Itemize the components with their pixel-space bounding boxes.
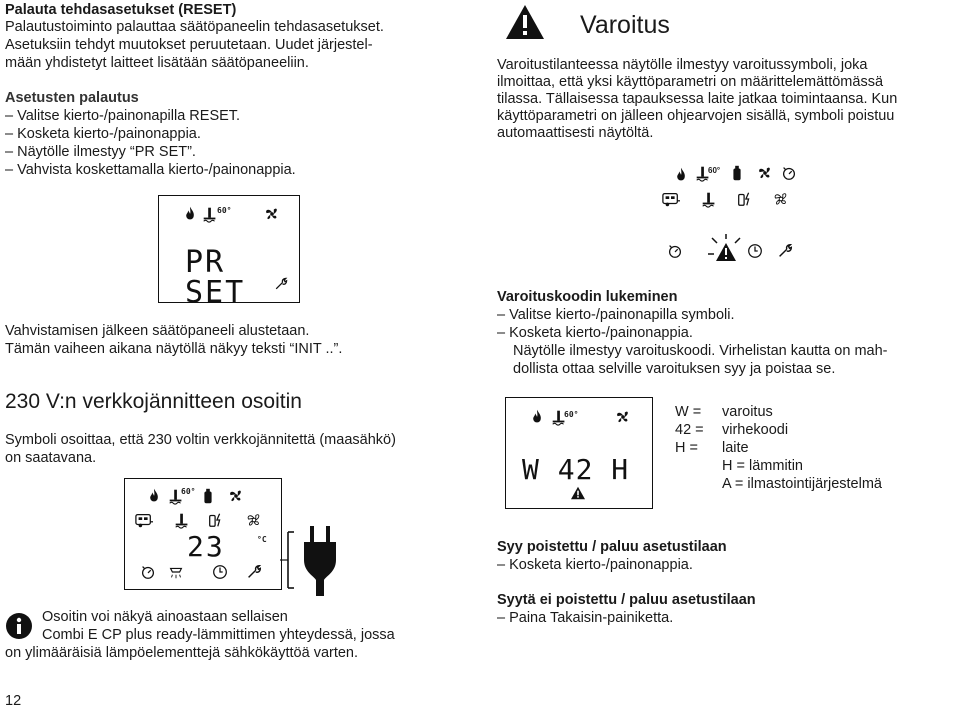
restore-step-2: – Kosketa kierto-/painonappia. bbox=[5, 126, 201, 142]
flame-icon bbox=[672, 166, 690, 184]
reset-text-1: Palautustoiminto palauttaa säätöpaneelin tehdasasetukset. bbox=[5, 19, 384, 35]
clock-icon bbox=[211, 563, 229, 581]
reset-text-3: mään yhdistetyt laitteet lisätään säätöpaneeliin. bbox=[5, 55, 309, 71]
legend-h-value: laite bbox=[722, 440, 749, 456]
lcd-display-voltage bbox=[124, 478, 282, 590]
fixed-heading: Syy poistettu / paluu asetustilaan bbox=[497, 539, 727, 555]
read-code-text-2: dollista ottaa selville varoituksen syy ja poistaa se. bbox=[513, 361, 836, 377]
warning-text-1: Varoitustilanteessa näytölle ilmestyy varoitussymboli, joka bbox=[497, 57, 868, 73]
temp-label: 60° bbox=[564, 410, 579, 419]
warning-blink-icon bbox=[708, 234, 744, 264]
confirm-text-2: Tämän vaiheen aikana näytöllä näkyy teksti “INIT ..”. bbox=[5, 341, 343, 357]
warning-triangle-icon bbox=[505, 4, 545, 40]
flame-icon bbox=[145, 487, 163, 505]
warning-text-2: ilmoittaa, että yksi käyttöparametri on määrittelemättömässä bbox=[497, 74, 884, 90]
flame-icon bbox=[181, 205, 199, 223]
celsius-unit: °C bbox=[257, 535, 267, 544]
gas-electric-icon bbox=[736, 190, 754, 208]
confirm-text-1: Vahvistamisen jälkeen säätöpaneeli alustetaan. bbox=[5, 323, 310, 339]
fan-outline-icon bbox=[772, 190, 790, 208]
legend-w-value: varoitus bbox=[722, 404, 773, 420]
restore-step-4: – Vahvista koskettamalla kierto-/painonappia. bbox=[5, 162, 296, 178]
timer-icon bbox=[666, 242, 684, 260]
wrench-icon bbox=[776, 242, 794, 260]
light-icon bbox=[167, 563, 185, 581]
not-fixed-heading: Syytä ei poistettu / paluu asetustilaan bbox=[497, 592, 756, 608]
read-code-text-1: Näytölle ilmestyy varoituskoodi. Virhelistan kautta on mah- bbox=[513, 343, 888, 359]
info-text-3: on ylimääräisiä lämpöelementtejä sähkökäyttöä varten. bbox=[5, 645, 359, 661]
caravan-icon bbox=[660, 190, 682, 208]
read-code-step-1: – Valitse kierto-/painonapilla symboli. bbox=[497, 307, 735, 323]
restore-step-3: – Näytölle ilmestyy “PR SET”. bbox=[5, 144, 196, 160]
legend-h-key: H = bbox=[675, 440, 698, 456]
info-text-1: Osoitin voi näkyä ainoastaan sellaisen bbox=[42, 609, 288, 625]
fan-outline-icon bbox=[245, 511, 263, 529]
lcd-temperature-value: 23 bbox=[187, 530, 225, 563]
gas-bottle-icon bbox=[728, 164, 746, 182]
temp-label: 60° bbox=[217, 206, 232, 215]
not-fixed-step: – Paina Takaisin-painiketta. bbox=[497, 610, 674, 626]
lcd-display-warning bbox=[652, 158, 812, 273]
warning-text-3: tilassa. Tällaisessa tapauksessa laite jatkaa toimintaansa. Kun bbox=[497, 91, 898, 107]
reset-text-2: Asetuksiin tehdyt muutokset peruutetaan. Uudet järjestel- bbox=[5, 37, 373, 53]
voltage-text-1: Symboli osoittaa, että 230 voltin verkkojännitettä (maasähkö) bbox=[5, 432, 396, 448]
warning-heading: Varoitus bbox=[580, 11, 670, 39]
gas-bottle-icon bbox=[199, 487, 217, 505]
lcd-text: PR SET bbox=[185, 245, 246, 310]
restore-heading: Asetusten palautus bbox=[5, 90, 139, 106]
voltage-text-2: on saatavana. bbox=[5, 450, 97, 466]
lcd-warning-code: W 42 H bbox=[522, 453, 630, 486]
caravan-icon bbox=[133, 511, 155, 529]
legend-h-sub-1: H = lämmitin bbox=[722, 458, 803, 474]
flame-icon bbox=[528, 408, 546, 426]
water-heater-icon bbox=[700, 190, 718, 208]
fixed-step: – Kosketa kierto-/painonappia. bbox=[497, 557, 693, 573]
read-code-step-2: – Kosketa kierto-/painonappia. bbox=[497, 325, 693, 341]
legend-h-sub-2: A = ilmastointijärjestelmä bbox=[722, 476, 882, 492]
voltage-heading: 230 V:n verkkojännitteen osoitin bbox=[5, 390, 302, 413]
timer-icon bbox=[780, 164, 798, 182]
temp-label: 60° bbox=[708, 166, 721, 175]
info-text-2: Combi E CP plus ready-lämmittimen yhteydessä, jossa bbox=[42, 627, 395, 643]
wrench-icon bbox=[245, 563, 263, 581]
lcd-display-code bbox=[505, 397, 653, 509]
legend-42-value: virhekoodi bbox=[722, 422, 789, 438]
fan-icon bbox=[614, 408, 632, 426]
clock-icon bbox=[746, 242, 764, 260]
restore-step-1: – Valitse kierto-/painonapilla RESET. bbox=[5, 108, 241, 124]
wrench-icon bbox=[273, 276, 289, 292]
info-icon bbox=[5, 612, 33, 640]
legend-42-key: 42 = bbox=[675, 422, 704, 438]
lcd-display-prset bbox=[158, 195, 300, 310]
timer-icon bbox=[139, 563, 157, 581]
read-code-heading: Varoituskoodin lukeminen bbox=[497, 289, 678, 305]
mains-plug-icon bbox=[280, 520, 360, 600]
warning-text-4: käyttöparametri on jälleen ohjearvojen sisällä, symboli poistuu bbox=[497, 108, 895, 124]
page-number: 12 bbox=[5, 693, 22, 709]
legend-w-key: W = bbox=[675, 404, 702, 420]
fan-icon bbox=[227, 487, 245, 505]
fan-icon bbox=[756, 164, 774, 182]
reset-heading: Palauta tehdasasetukset (RESET) bbox=[5, 2, 237, 18]
fan-icon bbox=[263, 205, 281, 223]
temp-label: 60° bbox=[181, 487, 196, 496]
warning-text-5: automaattisesti näytöltä. bbox=[497, 125, 654, 141]
gas-electric-icon bbox=[207, 511, 225, 529]
warning-icon bbox=[570, 486, 586, 500]
water-heater-icon bbox=[173, 511, 191, 529]
